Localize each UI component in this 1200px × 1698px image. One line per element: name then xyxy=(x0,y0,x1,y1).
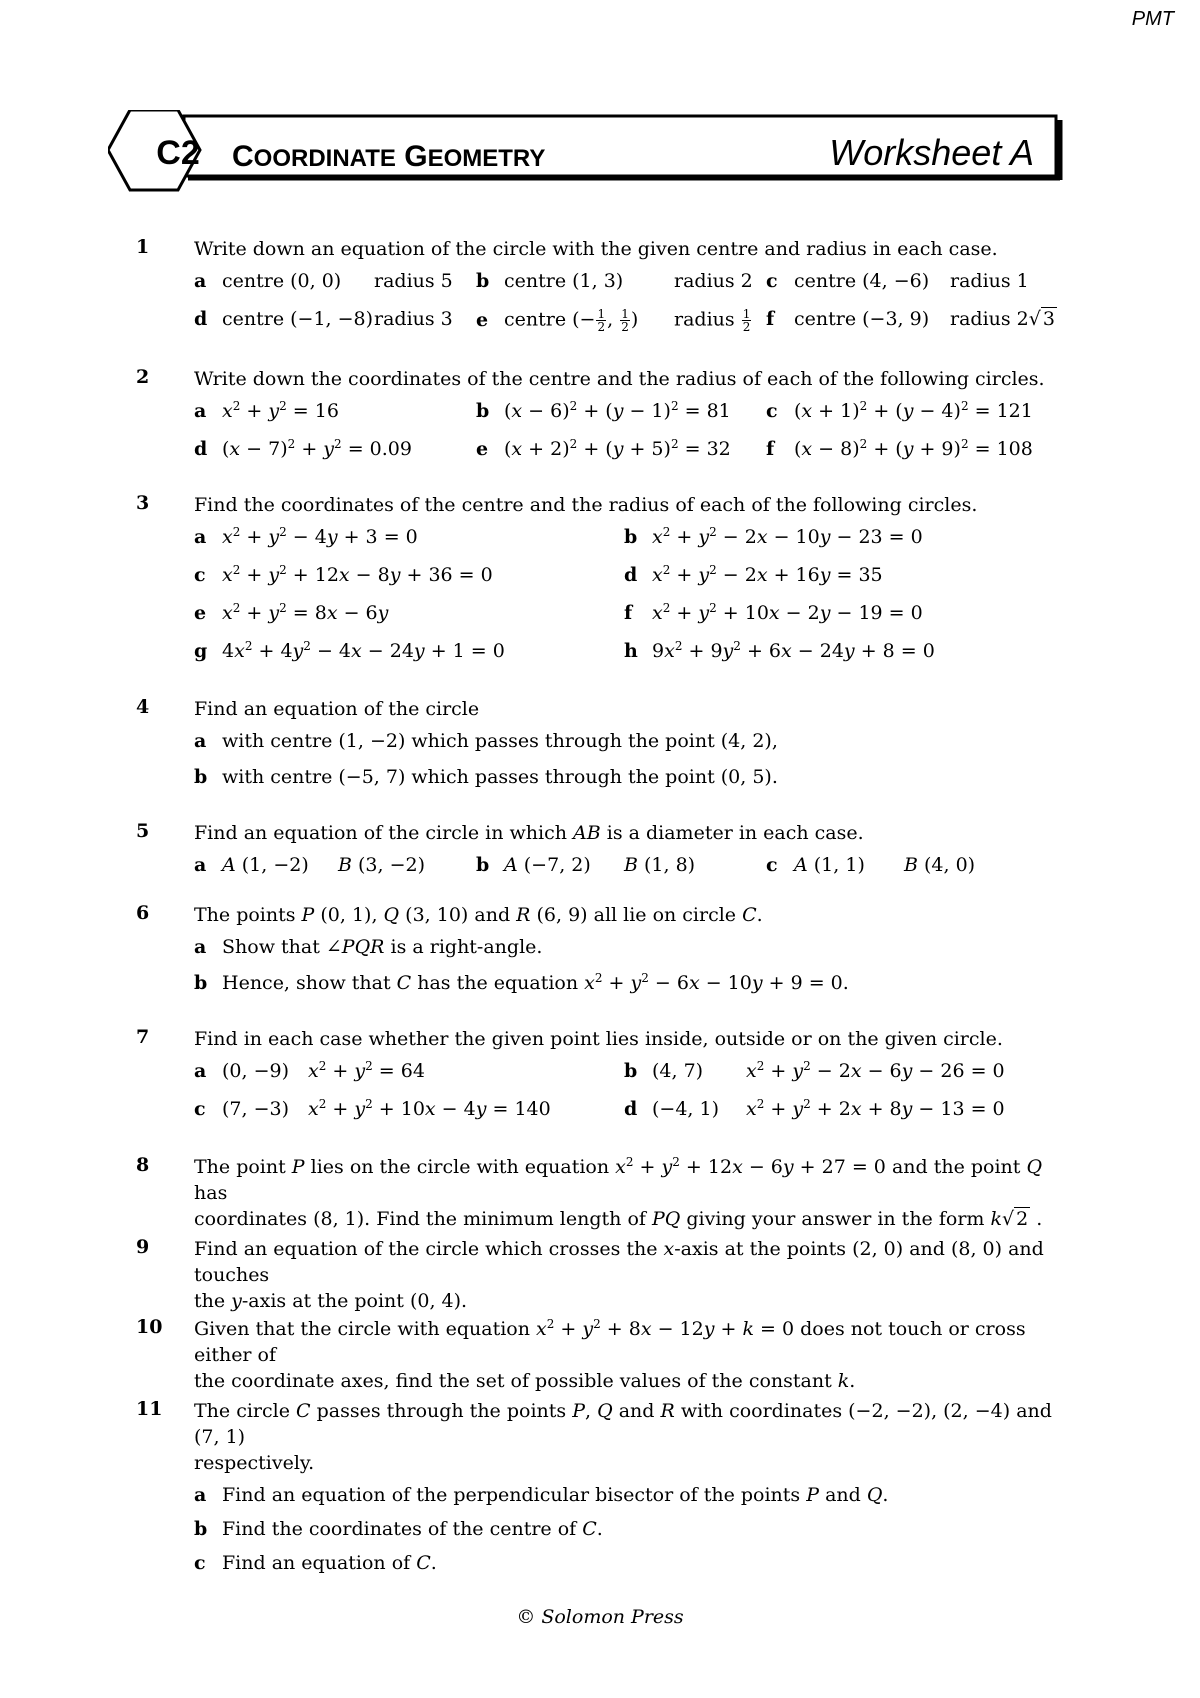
page-title: COORDINATE GEOMETRY xyxy=(232,140,546,173)
question-text: The circle C passes through the points P, Q and R with coordinates (−2, −2), (2, −4) and (7, 1) respectively. xyxy=(194,1400,1052,1474)
question-text: The point P lies on the circle with equation $x^2 + y^2 + 12x - 6y + 27 = 0$ and the point Q has coordinates (8, 1). Find the minimum length of PQ giving your answer in the form k√ 2 . xyxy=(194,1155,1043,1230)
question-11 xyxy=(136,1398,1076,1578)
question-number: 9 xyxy=(136,1236,150,1258)
chapter-badge: C2 xyxy=(156,134,200,172)
part-row: a (0, −9) $x^2 + y^2 = 64$ b (4, 7) $x^2 + y^2 - 2x - 6y - 26 = 0$ xyxy=(194,1059,1005,1082)
part-row: g $4x^2 + 4y^2 - 4x - 24y + 1 = 0$ h $9x^2 + 9y^2 + 6x - 24y + 8 = 0$ xyxy=(194,639,935,662)
part-row: a Find an equation of the perpendicular bisector of the points P and Q. xyxy=(194,1484,889,1506)
question-number: 11 xyxy=(136,1398,163,1420)
question-4 xyxy=(136,696,1076,794)
question-text: Given that the circle with equation $x^2 + y^2 + 8x - 12y + k = 0$ does not touch or cross either of the coordinate axes, find the set of possible values of the constant k. xyxy=(194,1317,1026,1392)
part-row: a $x^2 + y^2 - 4y + 3 = 0$ b $x^2 + y^2 - 2x - 10y - 23 = 0$ xyxy=(194,525,923,548)
pmt-label: PMT xyxy=(1131,8,1174,30)
question-text: Find the coordinates of the centre and the radius of each of the following circles. xyxy=(194,494,978,516)
question-6 xyxy=(136,902,1076,1000)
part-row: e $x^2 + y^2 = 8x - 6y$ f $x^2 + y^2 + 10x - 2y - 19 = 0$ xyxy=(194,601,923,624)
question-text: The points P (0, 1), Q (3, 10) and R (6, 9) all lie on circle C. xyxy=(194,904,763,926)
question-text: Find an equation of the circle which crosses the x-axis at the points (2, 0) and (8, 0) and touches the y-axis at the point (0, 4). xyxy=(194,1238,1044,1312)
part-row: c (7, −3) $x^2 + y^2 + 10x - 4y = 140$ d (−4, 1) $x^2 + y^2 + 2x + 8y - 13 = 0$ xyxy=(194,1097,1005,1120)
question-3 xyxy=(136,492,1076,670)
question-9 xyxy=(136,1236,1076,1314)
part-row: b Hence, show that C has the equation $x^2 + y^2 - 6x - 10y + 9 = 0$. xyxy=(194,971,849,994)
part-row: a with centre (1, −2) which passes through the point (4, 2), xyxy=(194,730,778,752)
part-row: a centre (0, 0) radius 5 b centre (1, 3) radius 2 c centre (4, −6) radius 1 xyxy=(194,270,1029,292)
part-row: c $x^2 + y^2 + 12x - 8y + 36 = 0$ d $x^2 + y^2 - 2x + 16y = 35$ xyxy=(194,563,883,586)
question-number: 2 xyxy=(136,366,150,388)
question-number: 8 xyxy=(136,1154,150,1176)
part-row: b with centre (−5, 7) which passes through the point (0, 5). xyxy=(194,766,778,788)
question-number: 4 xyxy=(136,696,150,718)
footer-copyright: © Solomon Press xyxy=(516,1606,684,1628)
part-row: a Show that ∠PQR is a right-angle. xyxy=(194,936,543,958)
question-number: 1 xyxy=(136,236,150,258)
part-row: a A (1, −2) B (3, −2) b A (−7, 2) B (1, 8) c A (1, 1) B (4, 0) xyxy=(194,854,976,876)
part-row: c Find an equation of C. xyxy=(194,1552,437,1574)
part-row: d $(x - 7)^2 + y^2 = 0.09$ e $(x + 2)^2 + (y + 5)^2 = 32$ f $(x - 8)^2 + (y + 9)^2 = 108$ xyxy=(194,437,1033,460)
question-number: 6 xyxy=(136,902,150,924)
part-row: b Find the coordinates of the centre of C. xyxy=(194,1518,603,1540)
question-number: 7 xyxy=(136,1026,150,1048)
question-7 xyxy=(136,1026,1076,1128)
question-text: Find an equation of the circle in which AB is a diameter in each case. xyxy=(194,822,864,844)
question-8 xyxy=(136,1154,1076,1232)
worksheet-banner xyxy=(108,110,1068,198)
question-2 xyxy=(136,366,1076,468)
question-10 xyxy=(136,1316,1076,1394)
question-1 xyxy=(136,236,1076,338)
question-text: Find an equation of the circle xyxy=(194,698,480,720)
question-text: Find in each case whether the given point lies inside, outside or on the given circle. xyxy=(194,1028,1003,1050)
question-number: 3 xyxy=(136,492,150,514)
part-row: a $x^2 + y^2 = 16$ b $(x - 6)^2 + (y - 1)^2 = 81$ c $(x + 1)^2 + (y - 4)^2 = 121$ xyxy=(194,399,1033,422)
part-row: d centre (−1, −8) radius 3 e centre (− $\frac{1}{2}$ , $\frac{1}{2}$ ) radius $\frac{1}{2}$ f centre (−3, 9) radius 2√ 3 xyxy=(194,307,1055,334)
question-text: Write down the coordinates of the centre and the radius of each of the following circles. xyxy=(194,368,1045,390)
question-text: Write down an equation of the circle with the given centre and radius in each case. xyxy=(194,238,998,260)
question-number: 5 xyxy=(136,820,150,842)
worksheet-label: Worksheet A xyxy=(829,132,1034,173)
question-5 xyxy=(136,820,1076,884)
question-number: 10 xyxy=(136,1316,163,1338)
